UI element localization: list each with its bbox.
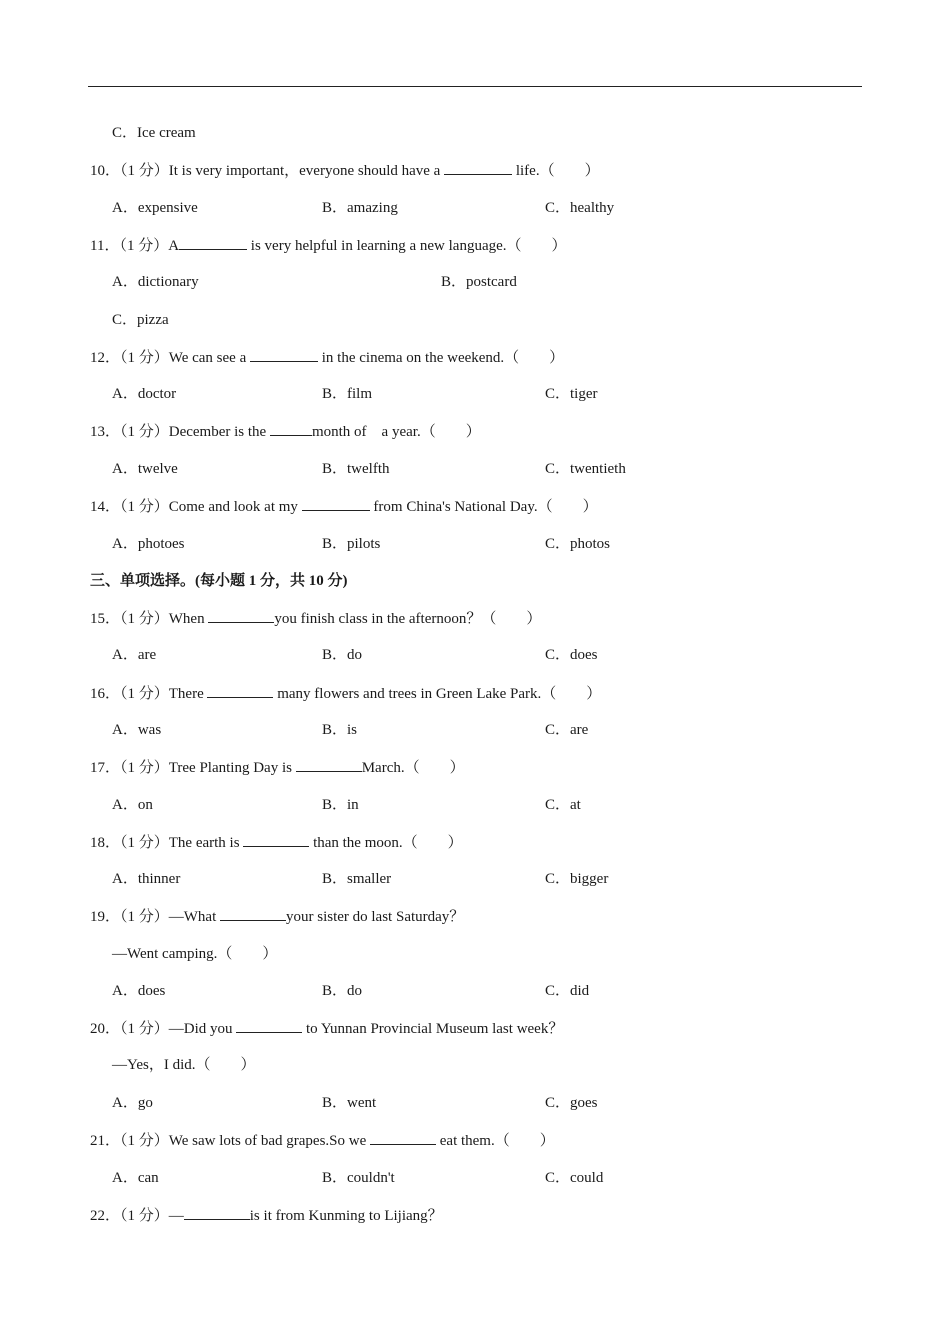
q19-option-a[interactable]: A．does (112, 983, 166, 999)
question-16-text: 16．（1 分）There (90, 686, 208, 702)
q19-option-c[interactable]: C．did (545, 983, 590, 999)
question-11-text-end: is very helpful in learning a new language.（ ） (247, 238, 567, 254)
answer-blank[interactable] (250, 347, 318, 362)
q15-option-b[interactable]: B．do (322, 647, 363, 663)
q10-option-a[interactable]: A．expensive (112, 200, 198, 216)
answer-blank[interactable] (220, 906, 286, 921)
q21-option-b[interactable]: B．couldn't (322, 1170, 395, 1186)
question-13-text: 13．（1 分）December is the (90, 424, 270, 440)
question-20-text: 20．（1 分）—Did you (90, 1021, 237, 1037)
answer-blank[interactable] (243, 832, 309, 847)
q11-option-a[interactable]: A．dictionary (112, 274, 199, 290)
question-14-text: 14．（1 分）Come and look at my (90, 499, 302, 515)
answer-blank[interactable] (370, 1130, 436, 1145)
question-15-text: 15．（1 分）When (90, 611, 209, 627)
answer-blank[interactable] (208, 608, 274, 623)
q12-option-a[interactable]: A．doctor (112, 386, 177, 402)
question-19 (90, 906, 464, 927)
q16-option-c[interactable]: C．are (545, 722, 589, 738)
question-22 (90, 1205, 443, 1226)
q10-option-c[interactable]: C．healthy (545, 200, 615, 216)
q17-option-a[interactable]: A．on (112, 797, 153, 813)
question-18-text: 18．（1 分）The earth is (90, 835, 244, 851)
question-10 (90, 160, 600, 181)
question-20 (90, 1018, 563, 1039)
question-18 (90, 832, 463, 853)
q12-option-b[interactable]: B．film (322, 386, 373, 402)
question-10-text: 10．（1 分）It is very important，everyone should have a (90, 163, 445, 179)
question-21 (90, 1130, 555, 1151)
question-21-text: 21．（1 分）We saw lots of bad grapes.So we (90, 1133, 370, 1149)
question-19-text-end: your sister do last Saturday？ (285, 909, 465, 925)
question-18-text-end: than the moon.（ ） (309, 835, 463, 851)
question-14-text-end: from China's National Day.（ ） (369, 499, 598, 515)
q13-option-b[interactable]: B．twelfth (322, 461, 390, 477)
question-20-reply: —Yes，I did.（ ） (112, 1057, 256, 1073)
section-heading: 三、单项选择。(每小题 1 分，共 10 分) (90, 573, 348, 589)
answer-blank[interactable] (302, 496, 370, 511)
q10-option-b[interactable]: B．amazing (322, 200, 398, 216)
answer-blank[interactable] (444, 160, 512, 175)
q9-option-c[interactable]: C．Ice cream (112, 125, 196, 141)
q14-option-c[interactable]: C．photos (545, 536, 611, 552)
q21-option-a[interactable]: A．can (112, 1170, 159, 1186)
q14-option-b[interactable]: B．pilots (322, 536, 381, 552)
q19-option-b[interactable]: B．do (322, 983, 363, 999)
q15-option-a[interactable]: A．are (112, 647, 157, 663)
q18-option-b[interactable]: B．smaller (322, 871, 392, 887)
q13-option-a[interactable]: A．twelve (112, 461, 178, 477)
q14-option-a[interactable]: A．photoes (112, 536, 185, 552)
question-21-text-end: eat them.（ ） (436, 1133, 555, 1149)
question-12 (90, 347, 564, 368)
answer-blank[interactable] (236, 1018, 302, 1033)
q20-option-b[interactable]: B．went (322, 1095, 377, 1111)
answer-blank[interactable] (207, 683, 273, 698)
question-22-text: 22．（1 分）— (90, 1208, 184, 1224)
q16-option-b[interactable]: B．is (322, 722, 358, 738)
question-22-text-end: is it from Kunming to Lijiang？ (249, 1208, 443, 1224)
question-19-reply: —Went camping.（ ） (112, 946, 278, 962)
question-11-text: 11．（1 分）A (90, 238, 180, 254)
question-12-text-end: in the cinema on the weekend.（ ） (318, 350, 565, 366)
question-17 (90, 757, 465, 778)
q21-option-c[interactable]: C．could (545, 1170, 604, 1186)
header-rule (88, 86, 862, 87)
question-15-text-end: you finish class in the afternoon？（ ） (274, 611, 542, 627)
question-12-text: 12．（1 分）We can see a (90, 350, 250, 366)
question-10-text-end: life.（ ） (512, 163, 600, 179)
q18-option-a[interactable]: A．thinner (112, 871, 181, 887)
answer-blank[interactable] (270, 421, 312, 436)
q11-option-b[interactable]: B．postcard (441, 274, 517, 290)
question-13 (90, 421, 481, 442)
answer-blank[interactable] (296, 757, 362, 772)
q17-option-c[interactable]: C．at (545, 797, 581, 813)
answer-blank[interactable] (184, 1205, 250, 1220)
question-20-text-end: to Yunnan Provincial Museum last week？ (302, 1021, 564, 1037)
q16-option-a[interactable]: A．was (112, 722, 162, 738)
question-17-text: 17．（1 分）Tree Planting Day is (90, 760, 296, 776)
question-16 (90, 683, 601, 704)
question-11 (90, 235, 567, 256)
question-17-text-end: March.（ ） (361, 760, 465, 776)
q18-option-c[interactable]: C．bigger (545, 871, 609, 887)
q20-option-a[interactable]: A．go (112, 1095, 153, 1111)
question-15 (90, 608, 541, 629)
q12-option-c[interactable]: C．tiger (545, 386, 598, 402)
question-19-text: 19．（1 分）—What (90, 909, 220, 925)
question-13-text-end: month of a year.（ ） (311, 424, 481, 440)
answer-blank[interactable] (179, 235, 247, 250)
q13-option-c[interactable]: C．twentieth (545, 461, 626, 477)
q17-option-b[interactable]: B．in (322, 797, 359, 813)
question-14 (90, 496, 598, 517)
q20-option-c[interactable]: C．goes (545, 1095, 598, 1111)
question-16-text-end: many flowers and trees in Green Lake Park.（ ） (273, 686, 602, 702)
q11-option-c[interactable]: C．pizza (112, 312, 169, 328)
q15-option-c[interactable]: C．does (545, 647, 598, 663)
